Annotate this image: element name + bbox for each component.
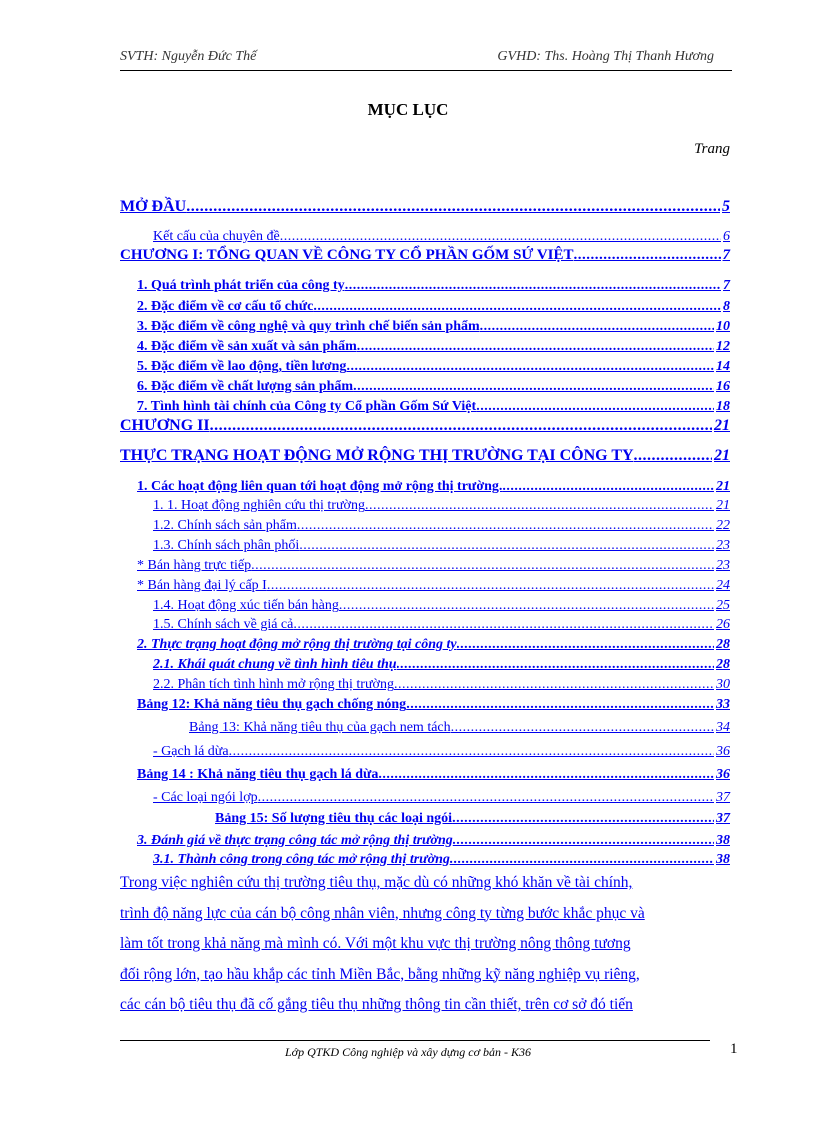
page-header (120, 49, 732, 69)
toc-entry[interactable]: * Bán hàng đại lý cấp I ..... 24 (137, 576, 730, 595)
toc-entry[interactable]: 2. Đặc điểm về cơ cấu tổ chức ..... 8 (137, 297, 730, 316)
toc-entry[interactable]: 1.5. Chính sách về giá cả ..... 26 (153, 615, 730, 634)
toc-entry[interactable]: - Các loại ngói lợp ..... 37 (153, 788, 730, 807)
toc-entry[interactable]: 5. Đặc điểm về lao động, tiền lương ..... 14 (137, 357, 730, 376)
advisor-name: GVHD: Ths. Hoàng Thị Thanh Hương (497, 49, 714, 64)
toc-entry[interactable]: 3.1. Thành công trong công tác mở rộng thị trường ..... 38 (153, 850, 730, 869)
toc-entry[interactable]: 1.3. Chính sách phân phối ..... 23 (153, 536, 730, 555)
toc-entry[interactable]: Bảng 14 : Khả năng tiêu thụ gạch lá dừa ..... 36 (137, 765, 730, 784)
student-name: SVTH: Nguyễn Đức Thế (120, 49, 257, 64)
toc-entry[interactable]: CHƯƠNG II ..... 21 (120, 416, 730, 435)
toc-entry[interactable]: 1. 1. Hoạt động nghiên cứu thị trường ..... 21 (153, 496, 730, 515)
page-title: MỤC LỤC (367, 100, 449, 119)
toc-entry[interactable]: 7. Tình hình tài chính của Công ty Cổ phần Gốm Sứ Việt ..... 18 (137, 397, 730, 416)
paragraph-line: trình độ năng lực của cán bộ công nhân viên, nhưng công ty từng bước khắc phục và (120, 904, 645, 922)
toc-entry[interactable]: Bảng 15: Số lượng tiêu thụ các loại ngói ..... 37 (215, 809, 730, 828)
toc-entry[interactable]: Bảng 13: Khả năng tiêu thụ của gạch nem tách ..... 34 (189, 718, 730, 737)
toc-entry[interactable]: 2.1. Khái quát chung về tình hình tiêu thụ ..... 28 (153, 655, 730, 674)
footer-class-label: Lớp QTKD Công nghiệp và xây dựng cơ bản - K36 (284, 1045, 531, 1059)
toc-entry[interactable]: Kết cấu của chuyên đề ..... 6 (153, 227, 730, 246)
toc-entry[interactable]: CHƯƠNG I: TỔNG QUAN VỀ CÔNG TY CỔ PHẦN GỐM SỨ VIỆT ..... 7 (120, 246, 730, 265)
page-column-label: Trang (694, 141, 730, 157)
paragraph-line: Trong việc nghiên cứu thị trường tiêu thụ, mặc dù có những khó khăn về tài chính, (120, 874, 633, 891)
toc-entry[interactable]: * Bán hàng trực tiếp ..... 23 (137, 556, 730, 575)
toc-entry[interactable]: 1.2. Chính sách sản phẩm ..... 22 (153, 516, 730, 535)
body-paragraph (120, 868, 740, 1021)
paragraph-line: làm tốt trong khả năng mà mình có. Với một khu vực thị trường nông thông tương (120, 935, 631, 952)
toc-entry[interactable]: 6. Đặc điểm về chất lượng sản phẩm ..... 16 (137, 377, 730, 396)
toc-entry[interactable]: 2. Thực trạng hoạt động mở rộng thị trường tại công ty ..... 28 (137, 635, 730, 654)
footer-divider (120, 1040, 710, 1041)
toc-entry[interactable]: 1. Các hoạt động liên quan tới hoạt động mở rộng thị trường. ..... 21 (137, 477, 730, 496)
toc-entry[interactable]: 1.4. Hoạt động xúc tiến bán hàng ..... 25 (153, 596, 730, 615)
toc-entry[interactable]: MỞ ĐẦU ..... 5 (120, 197, 730, 216)
toc-entry[interactable]: 1. Quá trình phát triển của công ty ..... 7 (137, 276, 730, 295)
toc-entry[interactable]: 2.2. Phân tích tình hình mở rộng thị trường ..... 30 (153, 675, 730, 694)
toc-entry[interactable]: Bảng 12: Khả năng tiêu thụ gạch chống nóng ..... 33 (137, 695, 730, 714)
toc-entry[interactable]: 4. Đặc điểm về sản xuất và sản phẩm ..... 12 (137, 337, 730, 356)
paragraph-line: các cán bộ tiêu thụ đã cố gắng tiêu thụ những thông tin cần thiết, trên cơ sở đó tiến (120, 996, 633, 1013)
header-divider (120, 70, 732, 71)
paragraph-line: đối rộng lớn, tạo hầu khắp các tỉnh Miền Bắc, bằng những kỹ năng nghiệp vụ riêng, (120, 965, 640, 983)
toc-entry[interactable]: - Gạch lá dừa ..... 36 (153, 742, 730, 761)
page-number: 1 (730, 1041, 738, 1057)
toc-entry[interactable]: 3. Đặc điểm về công nghệ và quy trình chế biến sản phẩm ..... 10 (137, 317, 730, 336)
toc-entry[interactable]: THỰC TRẠNG HOẠT ĐỘNG MỞ RỘNG THỊ TRƯỜNG TẠI CÔNG TY ..... 21 (120, 446, 730, 465)
toc-entry[interactable]: 3. Đánh giá về thực trạng công tác mở rộng thị trường ..... 38 (137, 831, 730, 850)
